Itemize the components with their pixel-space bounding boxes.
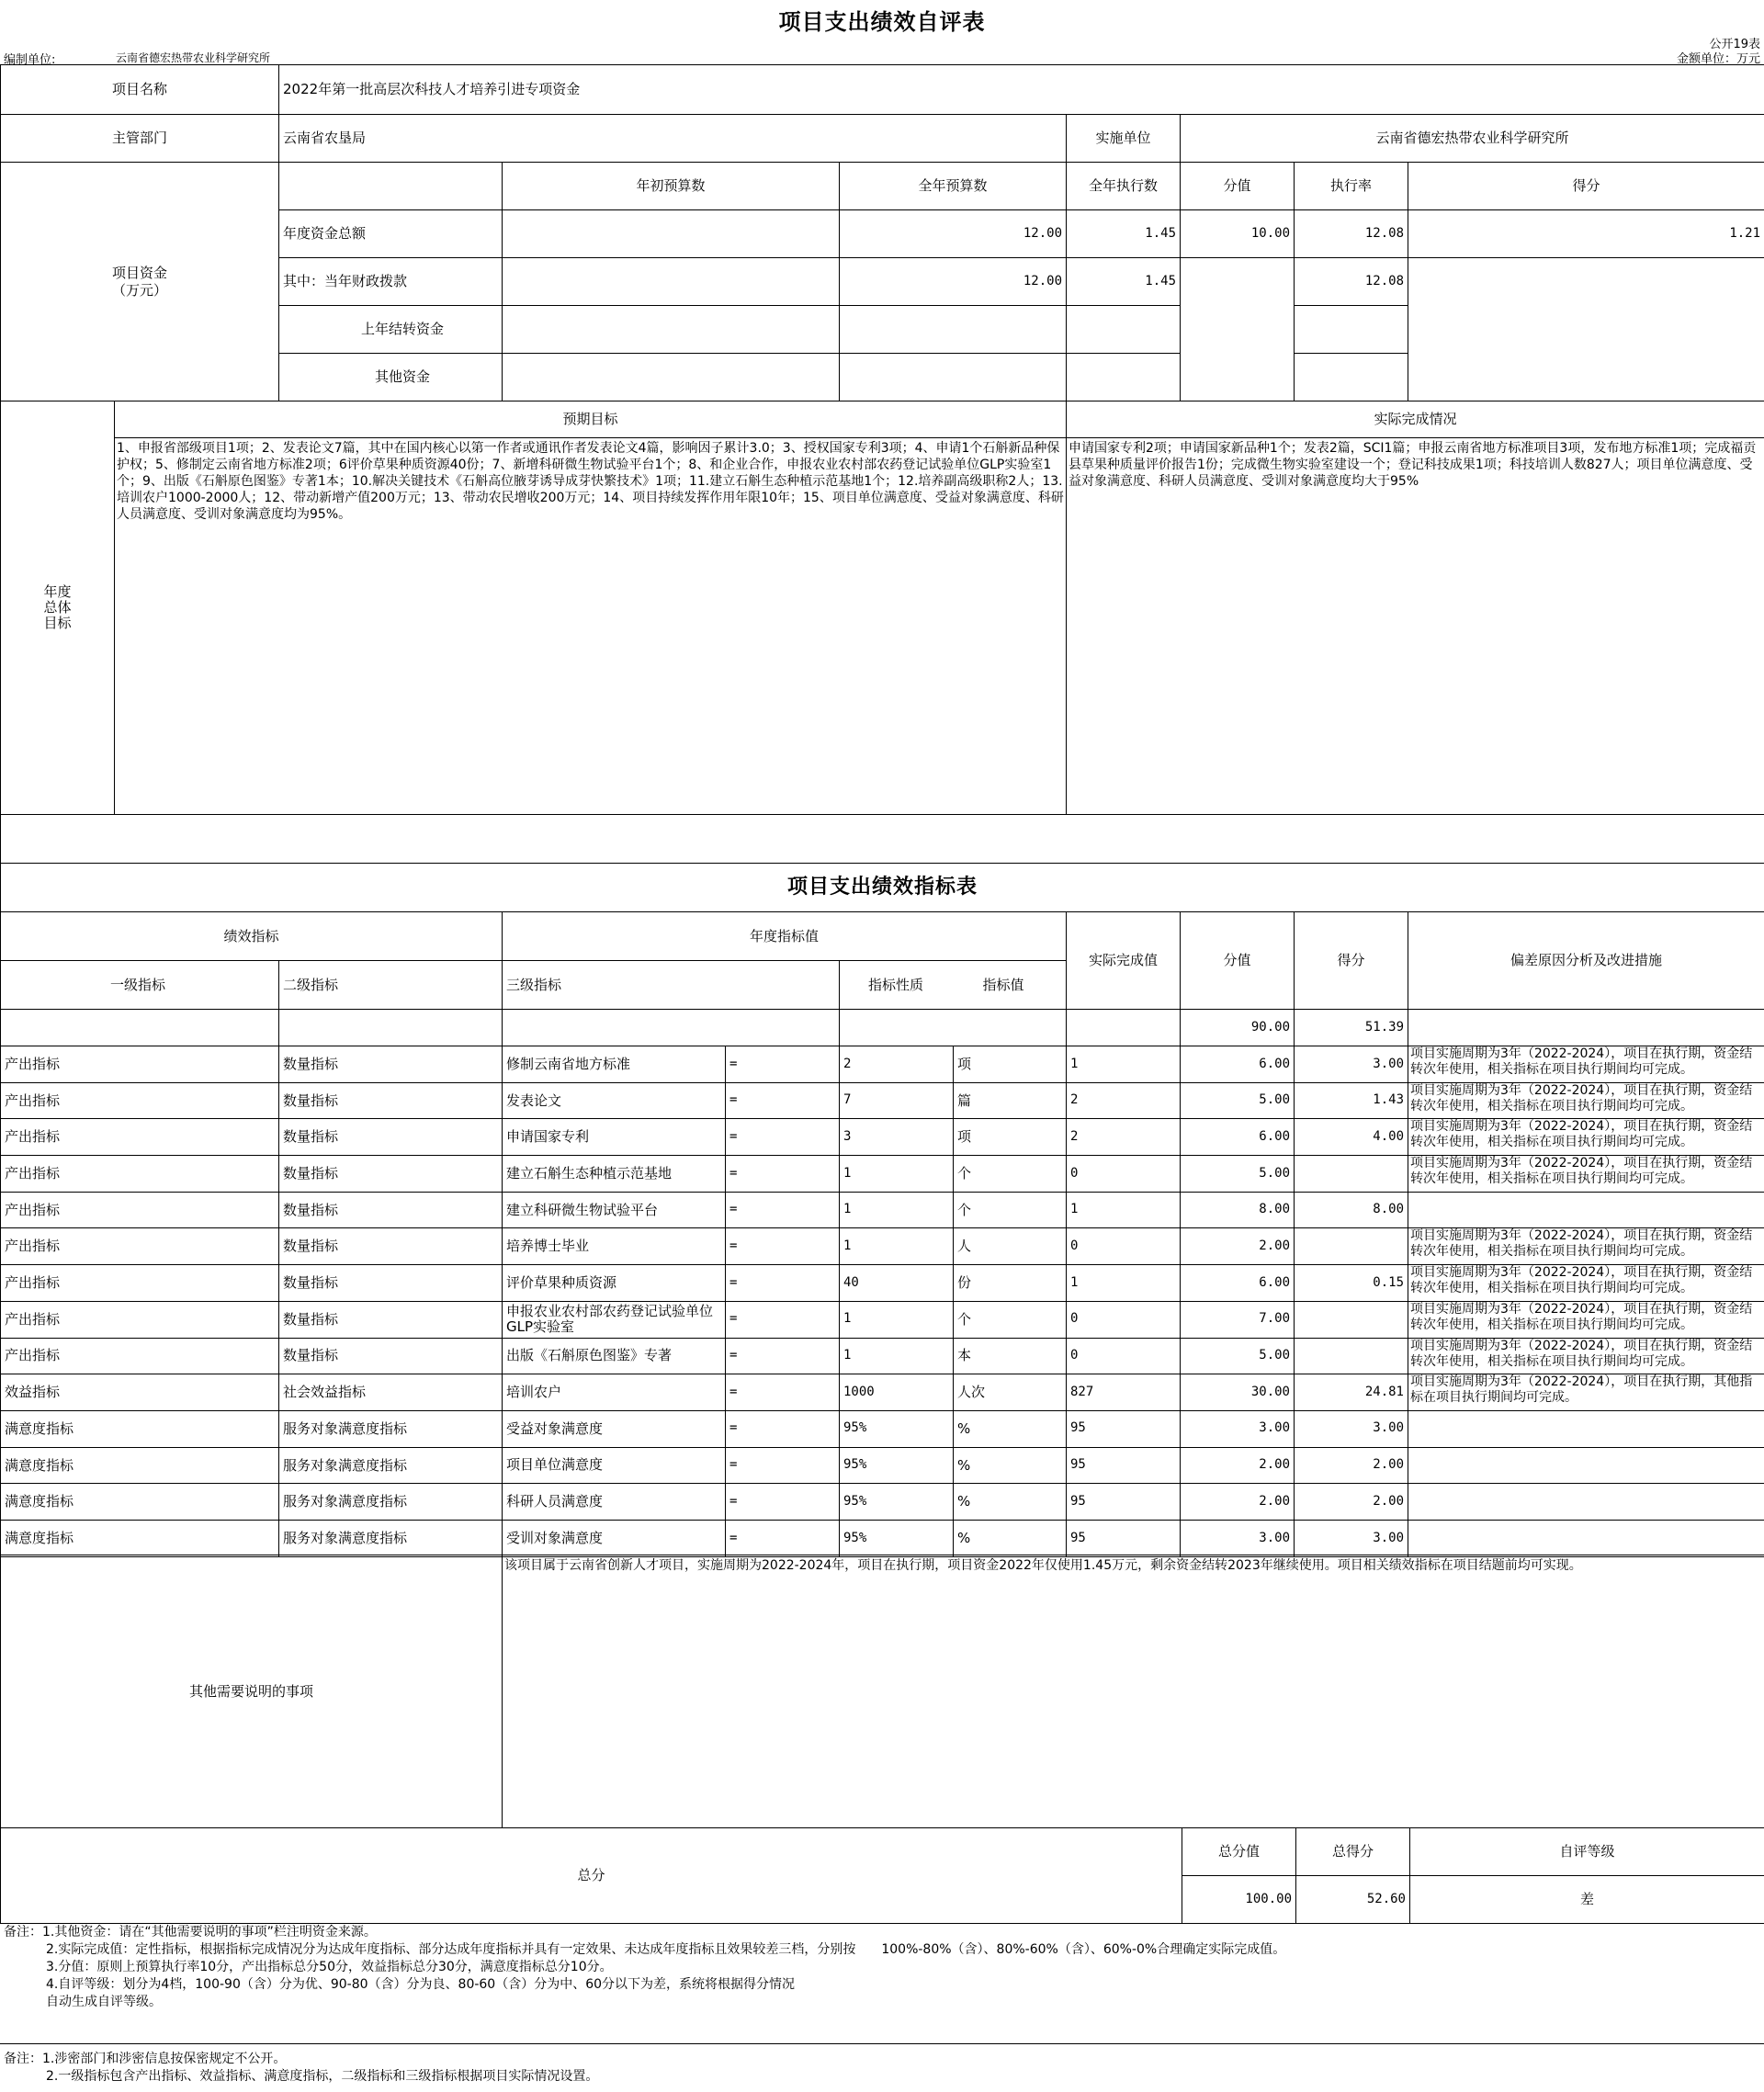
indicator-level3: 培养博士毕业 (503, 1228, 726, 1265)
funds-row-label: 上年结转资金 (279, 306, 503, 354)
indicator-level2: 社会效益指标 (279, 1374, 503, 1411)
nature-header: 指标性质 (868, 976, 924, 993)
indicator-level1: 产出指标 (1, 1192, 279, 1228)
indicator-actual: 95 (1067, 1447, 1181, 1484)
funds-row-initial (503, 258, 840, 306)
funds-score-empty (1408, 258, 1764, 401)
indicator-level2: 数量指标 (279, 1082, 503, 1119)
indicator-level3: 培训农户 (503, 1374, 726, 1411)
score-value-header: 分值 (1181, 912, 1295, 1010)
indicator-score-value: 5.00 (1181, 1156, 1295, 1193)
indicator-level2: 数量指标 (279, 1119, 503, 1156)
nature-unit-header (840, 961, 1067, 1010)
indicator-row (1, 1374, 1764, 1411)
funds-row-score-value: 10.00 (1181, 210, 1295, 258)
funds-row-executed (1067, 354, 1181, 401)
indicator-row (1, 1338, 1764, 1374)
indicator-level2: 数量指标 (279, 1192, 503, 1228)
funds-header-annual: 全年预算数 (840, 163, 1067, 210)
project-name-value: 2022年第一批高层次科技人才培养引进专项资金 (279, 65, 1764, 115)
indicator-level1: 产出指标 (1, 1119, 279, 1156)
actual-completion-text: 申请国家专利2项；申请国家新品种1个；发表2篇，SCI1篇；申报云南省地方标准项目3项，发布地方标准1项；完成福贡县草果种质量评价报告1份；完成微生物实验室建设一个；登记科技成果1项；科技培训人数827人；项目单位满意度、受益对象满意度、科研人员满意度、受训对象满意度均大于95% (1067, 438, 1764, 815)
indicator-level2: 服务对象满意度指标 (279, 1484, 503, 1521)
indicator-actual: 0 (1067, 1156, 1181, 1193)
indicator-score: 2.00 (1295, 1484, 1408, 1521)
funds-row-annual (840, 306, 1067, 354)
funds-header-initial: 年初预算数 (503, 163, 840, 210)
indicator-level2: 数量指标 (279, 1228, 503, 1265)
funds-row-label: 其中：当年财政拨款 (279, 258, 503, 306)
indicator-unit: % (954, 1447, 1067, 1484)
indicator-reason: 项目实施周期为3年（2022-2024），项目在执行期，其他指标在项目执行期间均可完成。 (1408, 1374, 1764, 1411)
note-line: 2.实际完成值：定性指标，根据指标完成情况分为达成年度指标、部分达成年度指标并具有一定效果、未达成年度指标且效果较差三档，分别按 100%-80%（含）、80%-60%（含）、60%-0%合理确定实际完成值。 (46, 1942, 1286, 1957)
indicator-unit: 本 (954, 1338, 1067, 1374)
org-value: 云南省德宏热带农业科学研究所 (116, 51, 271, 64)
indicator-reason: 项目实施周期为3年（2022-2024），项目在执行期，资金结转次年使用，相关指标在项目执行期间均可完成。 (1408, 1338, 1764, 1374)
funds-row-executed: 1.45 (1067, 258, 1181, 306)
indicator-row (1, 1046, 1764, 1083)
other-summary-table (0, 1555, 1764, 1924)
indicator-value: 3 (840, 1119, 954, 1156)
indicator-reason: 项目实施周期为3年（2022-2024），项目在执行期，资金结转次年使用，相关指标在项目执行期间均可完成。 (1408, 1156, 1764, 1193)
summary-total-score: 52.60 (1296, 1876, 1410, 1924)
indicator-score-value: 3.00 (1181, 1410, 1295, 1447)
total-row-blank (840, 1010, 1067, 1046)
indicator-unit: 个 (954, 1301, 1067, 1338)
indicator-level1: 产出指标 (1, 1082, 279, 1119)
funds-row-initial (503, 210, 840, 258)
funds-row-annual: 12.00 (840, 210, 1067, 258)
indicator-section-title: 项目支出绩效指标表 (1, 864, 1764, 912)
indicator-row (1, 1265, 1764, 1302)
indicator-score: 4.00 (1295, 1119, 1408, 1156)
indicator-actual: 1 (1067, 1265, 1181, 1302)
indicator-unit: 项 (954, 1046, 1067, 1083)
value-header: 指标值 (982, 976, 1024, 993)
indicator-value: 7 (840, 1082, 954, 1119)
indicator-nature: = (726, 1410, 840, 1447)
notes-divider (0, 2043, 1764, 2044)
indicator-nature: = (726, 1156, 840, 1193)
indicator-level2: 数量指标 (279, 1338, 503, 1374)
indicator-reason (1408, 1410, 1764, 1447)
indicator-reason: 项目实施周期为3年（2022-2024），项目在执行期，资金结转次年使用，相关指标在项目执行期间均可完成。 (1408, 1301, 1764, 1338)
indicator-rows-table (0, 1046, 1764, 1557)
indicator-level3: 申报农业农村部农药登记试验单位GLP实验室 (503, 1301, 726, 1338)
funds-row-rate: 12.08 (1295, 258, 1408, 306)
indicator-score-value: 7.00 (1181, 1301, 1295, 1338)
summary-total-value: 100.00 (1182, 1876, 1296, 1924)
indicator-total-score: 51.39 (1295, 1010, 1408, 1046)
indicator-score-value: 3.00 (1181, 1520, 1295, 1556)
level3-header: 三级指标 (503, 961, 840, 1010)
summary-total-score-header: 总得分 (1296, 1828, 1410, 1876)
indicator-score-value: 6.00 (1181, 1046, 1295, 1083)
indicator-level1: 满意度指标 (1, 1410, 279, 1447)
total-row-blank (1408, 1010, 1764, 1046)
indicator-score (1295, 1301, 1408, 1338)
funds-row-executed: 1.45 (1067, 210, 1181, 258)
note-line: 4.自评等级：划分为4档，100-90（含）分为优、90-80（含）分为良、80-60（含）分为中、60分以下为差，系统将根据得分情况 (46, 1977, 796, 1992)
indicator-score: 2.00 (1295, 1447, 1408, 1484)
funds-row-executed (1067, 306, 1181, 354)
indicator-value: 1000 (840, 1374, 954, 1411)
funds-row-initial (503, 354, 840, 401)
dept-value: 云南省农垦局 (279, 115, 1067, 163)
funds-label (1, 163, 279, 401)
indicator-unit: % (954, 1520, 1067, 1556)
indicator-unit: % (954, 1410, 1067, 1447)
indicator-row (1, 1484, 1764, 1521)
total-row-blank (503, 1010, 840, 1046)
indicator-score-value: 30.00 (1181, 1374, 1295, 1411)
indicator-actual: 95 (1067, 1520, 1181, 1556)
indicator-unit: 个 (954, 1156, 1067, 1193)
note-line: 备注：1.涉密部门和涉密信息按保密规定不公开。 (4, 2052, 287, 2066)
funds-row-rate (1295, 306, 1408, 354)
indicator-level3: 受训对象满意度 (503, 1520, 726, 1556)
indicator-unit: 个 (954, 1192, 1067, 1228)
indicator-value: 1 (840, 1338, 954, 1374)
indicator-unit: 篇 (954, 1082, 1067, 1119)
indicator-score-value: 2.00 (1181, 1228, 1295, 1265)
notes-block-2 (4, 2051, 598, 2086)
indicator-actual: 2 (1067, 1119, 1181, 1156)
indicator-row (1, 1192, 1764, 1228)
indicator-nature: = (726, 1046, 840, 1083)
reason-header: 偏差原因分析及改进措施 (1408, 912, 1764, 1010)
indicator-value: 2 (840, 1046, 954, 1083)
indicator-score: 1.43 (1295, 1082, 1408, 1119)
summary-grade: 差 (1410, 1876, 1764, 1924)
indicator-actual: 0 (1067, 1228, 1181, 1265)
indicator-level1: 产出指标 (1, 1156, 279, 1193)
funds-row-annual (840, 354, 1067, 401)
indicator-reason: 项目实施周期为3年（2022-2024），项目在执行期，资金结转次年使用，相关指标在项目执行期间均可完成。 (1408, 1119, 1764, 1156)
perf-indicator-header: 绩效指标 (1, 912, 503, 961)
indicator-value: 95% (840, 1520, 954, 1556)
indicator-level2: 服务对象满意度指标 (279, 1447, 503, 1484)
annual-value-header-text: 年度指标值 (750, 927, 820, 944)
indicator-reason (1408, 1447, 1764, 1484)
funds-row-annual: 12.00 (840, 258, 1067, 306)
summary-total-value-header: 总分值 (1182, 1828, 1296, 1876)
goals-label-text: 年度总体目标 (43, 582, 72, 631)
indicator-score-value: 6.00 (1181, 1119, 1295, 1156)
indicator-nature: = (726, 1192, 840, 1228)
actual-value-header: 实际完成值 (1067, 912, 1181, 1010)
indicator-level3: 项目单位满意度 (503, 1447, 726, 1484)
note-line: 3.分值：原则上预算执行率10分，产出指标总分50分，效益指标总分30分，满意度指标总分10分。 (46, 1960, 613, 1974)
funds-header-blank (279, 163, 503, 210)
table-number: 公开19表 (1709, 38, 1760, 51)
indicator-value: 1 (840, 1301, 954, 1338)
funds-row-initial (503, 306, 840, 354)
notes-block-1 (4, 1924, 1285, 2011)
indicator-actual: 1 (1067, 1046, 1181, 1083)
funds-score-value-empty (1181, 258, 1295, 401)
indicator-unit: 项 (954, 1119, 1067, 1156)
indicator-nature: = (726, 1374, 840, 1411)
indicator-level1: 效益指标 (1, 1374, 279, 1411)
funds-row-label: 年度资金总额 (279, 210, 503, 258)
summary-grade-header: 自评等级 (1410, 1828, 1764, 1876)
indicator-value: 95% (840, 1484, 954, 1521)
indicator-level3: 评价草果种质资源 (503, 1265, 726, 1302)
page-title: 项目支出绩效自评表 (778, 8, 986, 35)
indicator-reason (1408, 1484, 1764, 1521)
level1-header: 一级指标 (1, 961, 279, 1010)
funds-row-rate: 12.08 (1295, 210, 1408, 258)
indicator-nature: = (726, 1520, 840, 1556)
indicator-score: 3.00 (1295, 1046, 1408, 1083)
indicator-level2: 数量指标 (279, 1265, 503, 1302)
indicator-reason: 项目实施周期为3年（2022-2024），项目在执行期，资金结转次年使用，相关指标在项目执行期间均可完成。 (1408, 1082, 1764, 1119)
indicator-level3: 受益对象满意度 (503, 1410, 726, 1447)
project-name-label: 项目名称 (1, 65, 279, 115)
indicator-score-value: 5.00 (1181, 1338, 1295, 1374)
indicator-level1: 产出指标 (1, 1046, 279, 1083)
indicator-reason: 项目实施周期为3年（2022-2024），项目在执行期，资金结转次年使用，相关指标在项目执行期间均可完成。 (1408, 1046, 1764, 1083)
indicator-level2: 服务对象满意度指标 (279, 1410, 503, 1447)
indicator-actual: 1 (1067, 1192, 1181, 1228)
spacer-row (1, 815, 1764, 864)
indicator-row (1, 1119, 1764, 1156)
indicator-unit: 份 (954, 1265, 1067, 1302)
level2-header: 二级指标 (279, 961, 503, 1010)
funds-header-score: 得分 (1408, 163, 1764, 210)
indicator-level2: 数量指标 (279, 1046, 503, 1083)
indicator-nature: = (726, 1119, 840, 1156)
indicator-level3: 建立科研微生物试验平台 (503, 1192, 726, 1228)
score-header: 得分 (1295, 912, 1408, 1010)
indicator-nature: = (726, 1265, 840, 1302)
indicator-level2: 服务对象满意度指标 (279, 1520, 503, 1556)
indicator-nature: = (726, 1228, 840, 1265)
indicator-reason (1408, 1520, 1764, 1556)
funds-row-rate (1295, 354, 1408, 401)
indicator-actual: 95 (1067, 1410, 1181, 1447)
indicator-reason: 项目实施周期为3年（2022-2024），项目在执行期，资金结转次年使用，相关指标在项目执行期间均可完成。 (1408, 1228, 1764, 1265)
indicator-value: 1 (840, 1228, 954, 1265)
total-row-blank (1067, 1010, 1181, 1046)
expected-goal-text: 1、申报省部级项目1项；2、发表论文7篇，其中在国内核心以第一作者或通讯作者发表论文4篇，影响因子累计3.0；3、授权国家专利3项；4、申请1个石斛新品种保护权；5、修制定云南省地方标准2项；6评价草果种质资源40份；7、新增科研微生物试验平台1个；8、和企业合作，申报农业农村部农药登记试验单位GLP实验室1个；9、出版《石斛原色图鉴》专著1本；10.解决关键技术《石斛高位腋芽诱导成芽快繁技术》1项；11.建立石斛生态种植示范基地1个；12.培养副高级职称2人；13.培训农户1000-2000人；12、带动新增产值200万元；13、带动农民增收200万元；14、项目持续发挥作用年限10年；15、项目单位满意度、受益对象满意度、科研人员满意度、受训对象满意度均为95%。 (115, 438, 1067, 815)
indicator-reason (1408, 1192, 1764, 1228)
indicator-value: 1 (840, 1192, 954, 1228)
indicator-actual: 0 (1067, 1301, 1181, 1338)
note-line: 自动生成自评等级。 (46, 1995, 162, 2009)
total-row-blank (1, 1010, 279, 1046)
self-evaluation-table (0, 64, 1764, 1046)
funds-header-rate: 执行率 (1295, 163, 1408, 210)
indicator-nature: = (726, 1338, 840, 1374)
indicator-nature: = (726, 1082, 840, 1119)
indicator-score: 3.00 (1295, 1520, 1408, 1556)
indicator-total-score-value: 90.00 (1181, 1010, 1295, 1046)
indicator-row (1, 1447, 1764, 1484)
note-line: 备注：1.其他资金：请在“其他需要说明的事项”栏注明资金来源。 (4, 1925, 377, 1939)
indicator-level1: 满意度指标 (1, 1447, 279, 1484)
indicator-value: 95% (840, 1410, 954, 1447)
indicator-level3: 建立石斛生态种植示范基地 (503, 1156, 726, 1193)
indicator-unit: % (954, 1484, 1067, 1521)
indicator-actual: 827 (1067, 1374, 1181, 1411)
indicator-value: 40 (840, 1265, 954, 1302)
indicator-row (1, 1520, 1764, 1556)
other-label: 其他需要说明的事项 (1, 1555, 503, 1828)
indicator-score-value: 8.00 (1181, 1192, 1295, 1228)
indicator-reason: 项目实施周期为3年（2022-2024），项目在执行期，资金结转次年使用，相关指标在项目执行期间均可完成。 (1408, 1265, 1764, 1302)
indicator-level3: 修制云南省地方标准 (503, 1046, 726, 1083)
indicator-level1: 产出指标 (1, 1301, 279, 1338)
indicator-score-value: 6.00 (1181, 1265, 1295, 1302)
indicator-level3: 发表论文 (503, 1082, 726, 1119)
indicator-level1: 产出指标 (1, 1228, 279, 1265)
indicator-level3: 科研人员满意度 (503, 1484, 726, 1521)
indicator-level3: 申请国家专利 (503, 1119, 726, 1156)
total-row-blank (279, 1010, 503, 1046)
indicator-row (1, 1156, 1764, 1193)
indicator-actual: 2 (1067, 1082, 1181, 1119)
indicator-nature: = (726, 1447, 840, 1484)
indicator-score: 24.81 (1295, 1374, 1408, 1411)
indicator-score: 0.15 (1295, 1265, 1408, 1302)
indicator-row (1, 1301, 1764, 1338)
indicator-actual: 95 (1067, 1484, 1181, 1521)
indicator-score (1295, 1338, 1408, 1374)
indicator-level1: 满意度指标 (1, 1520, 279, 1556)
indicator-value: 95% (840, 1447, 954, 1484)
impl-label: 实施单位 (1067, 115, 1181, 163)
indicator-unit: 人次 (954, 1374, 1067, 1411)
indicator-level1: 满意度指标 (1, 1484, 279, 1521)
expected-goal-header: 预期目标 (115, 401, 1067, 438)
goals-label (1, 401, 115, 815)
annual-value-header (503, 912, 1067, 961)
amount-unit: 金额单位：万元 (1676, 52, 1760, 66)
indicator-value: 1 (840, 1156, 954, 1193)
indicator-level2: 数量指标 (279, 1301, 503, 1338)
indicator-row (1, 1082, 1764, 1119)
indicator-score-value: 2.00 (1181, 1447, 1295, 1484)
funds-row-label: 其他资金 (279, 354, 503, 401)
indicator-level3: 出版《石斛原色图鉴》专著 (503, 1338, 726, 1374)
indicator-row (1, 1228, 1764, 1265)
indicator-score (1295, 1156, 1408, 1193)
indicator-score-value: 2.00 (1181, 1484, 1295, 1521)
funds-header-score-value: 分值 (1181, 163, 1295, 210)
indicator-nature: = (726, 1301, 840, 1338)
funds-label-text: 项目资金（万元） (111, 264, 167, 299)
actual-completion-header: 实际完成情况 (1067, 401, 1764, 438)
indicator-level2: 数量指标 (279, 1156, 503, 1193)
indicator-row (1, 1410, 1764, 1447)
impl-value: 云南省德宏热带农业科学研究所 (1181, 115, 1764, 163)
indicator-score: 3.00 (1295, 1410, 1408, 1447)
indicator-level1: 产出指标 (1, 1265, 279, 1302)
other-text: 该项目属于云南省创新人才项目，实施周期为2022-2024年，项目在执行期，项目资金2022年仅使用1.45万元，剩余资金结转2023年继续使用。项目相关绩效指标在项目结题前均可实现。 (503, 1555, 1764, 1828)
indicator-unit: 人 (954, 1228, 1067, 1265)
note-line: 2.一级指标包含产出指标、效益指标、满意度指标，二级指标和三级指标根据项目实际情况设置。 (46, 2069, 599, 2084)
funds-header-executed: 全年执行数 (1067, 163, 1181, 210)
indicator-actual: 0 (1067, 1338, 1181, 1374)
funds-row-score: 1.21 (1408, 210, 1764, 258)
indicator-score-value: 5.00 (1181, 1082, 1295, 1119)
dept-label: 主管部门 (1, 115, 279, 163)
indicator-score (1295, 1228, 1408, 1265)
summary-label: 总分 (1, 1828, 1182, 1924)
indicator-level1: 产出指标 (1, 1338, 279, 1374)
org-label: 编制单位: (4, 53, 56, 67)
indicator-nature: = (726, 1484, 840, 1521)
indicator-score: 8.00 (1295, 1192, 1408, 1228)
